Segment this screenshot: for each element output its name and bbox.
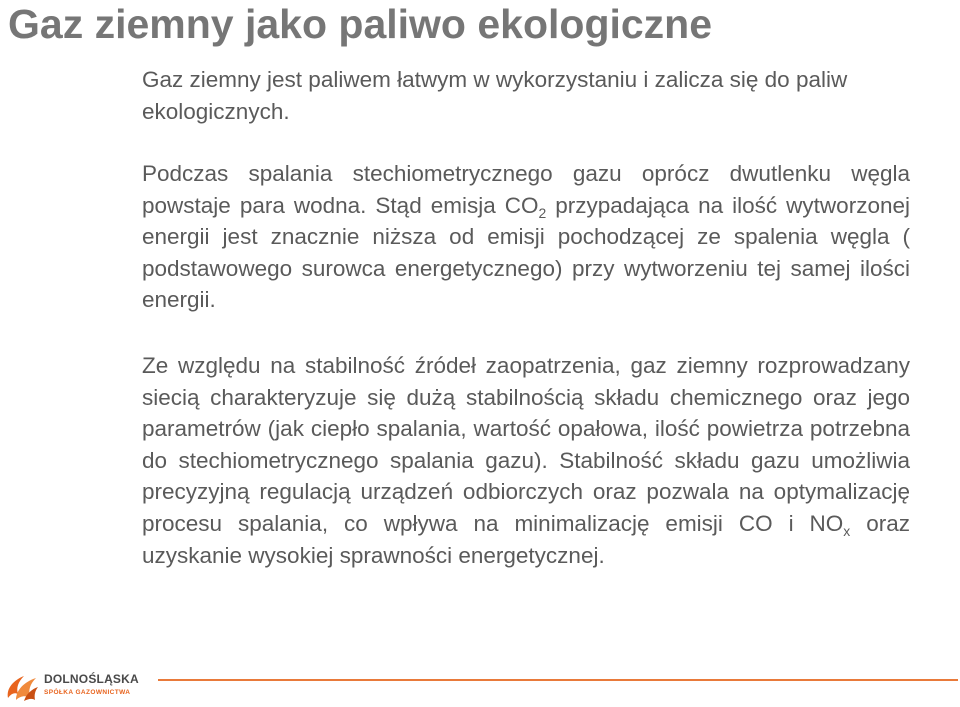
logo-subtitle: SPÓŁKA GAZOWNICTWA: [44, 689, 131, 696]
paragraph-intro-text: Gaz ziemny jest paliwem łatwym w wykorzystaniu i zalicza się do paliw ekologicznych.: [142, 67, 848, 124]
nox-subscript: x: [843, 522, 851, 539]
paragraph-stability: [142, 350, 910, 571]
footer: [0, 662, 960, 707]
paragraph-combustion: [142, 158, 910, 316]
flame-logo-icon: [4, 668, 40, 702]
company-logo: [4, 666, 144, 704]
footer-divider: [158, 679, 958, 681]
paragraph-combustion-text-b: przypadająca na ilość wytworzonej energii jest znacznie niższa od emisji pochodzącej ze spalenia węgla ( podstawowego surowca energetycznego) przy wytworzeniu tej samej ilości energii.: [142, 192, 910, 313]
paragraph-intro: [142, 64, 910, 127]
page-title: Gaz ziemny jako paliwo ekologiczne: [8, 1, 713, 47]
co2-subscript: 2: [538, 204, 547, 221]
logo-name: DOLNOŚLĄSKA: [44, 672, 139, 686]
paragraph-stability-text-a: Ze względu na stabilność źródeł zaopatrzenia, gaz ziemny rozprowadzany siecią charakteryzuje się dużą stabilnością składu chemicznego oraz jego parametrów (jak ciepło spalania, wartość opałowa, ilość powietrza potrzebna do stechiometrycznego spalania gazu). Stabilność składu gazu umożliwia precyzyjną regulacją urządzeń odbiorczych oraz pozwala na optymalizację procesu spalania, co wpływa na minimalizację emisji CO i NO: [142, 353, 910, 536]
paragraph-combustion-text-a: Podczas spalania stechiometrycznego gazu oprócz dwutlenku węgla powstaje para wodna. Stąd emisja CO: [142, 161, 910, 218]
paragraph-stability-text-b: oraz uzyskanie wysokiej sprawności energetycznej.: [142, 510, 910, 568]
